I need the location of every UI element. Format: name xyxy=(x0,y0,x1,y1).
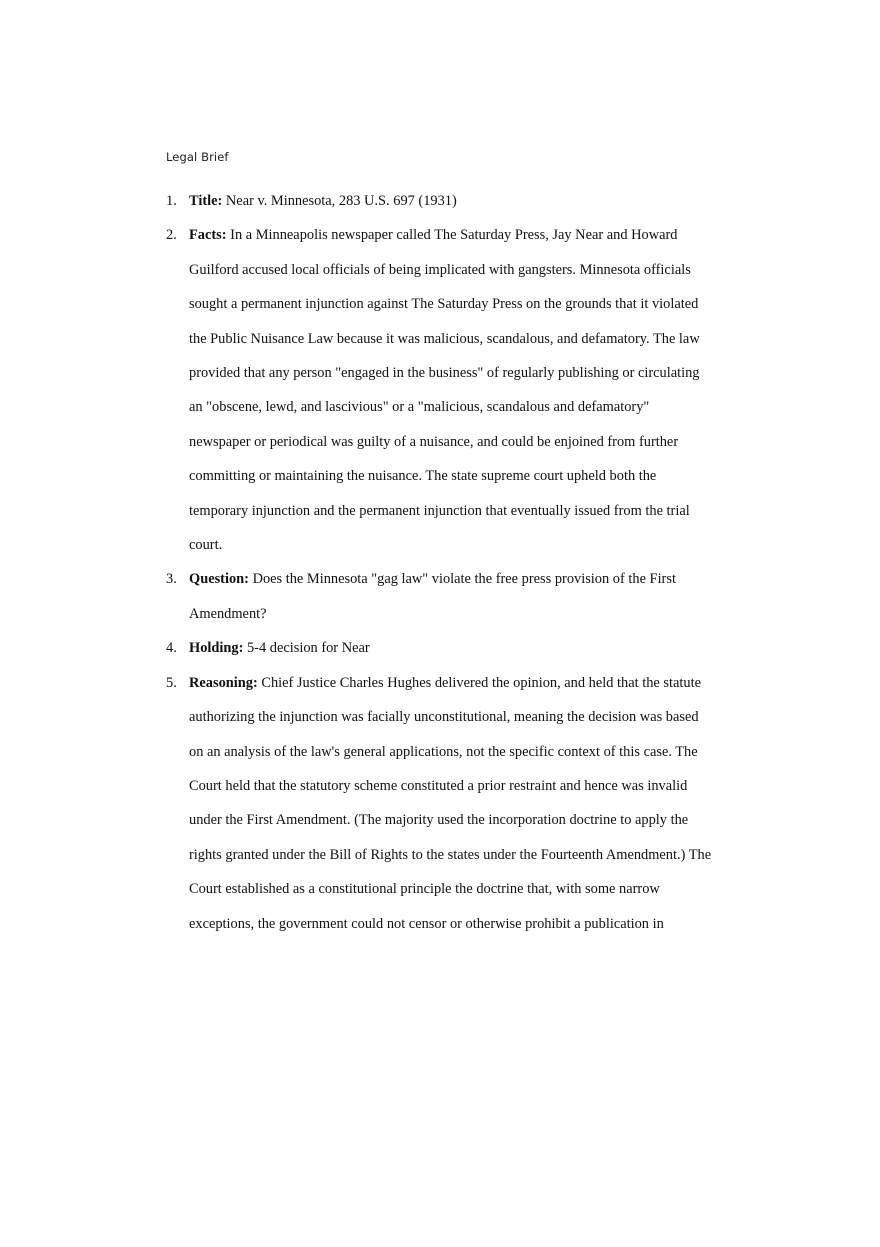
item-line: committing or maintaining the nuisance. The state supreme court upheld both the xyxy=(189,468,657,485)
item-text: Does the Minnesota "gag law" violate the free press provision of the First xyxy=(248,571,676,588)
item-text: In a Minneapolis newspaper called The Saturday Press, Jay Near and Howard xyxy=(226,227,678,244)
item-line: an "obscene, lewd, and lascivious" or a "malicious, scandalous and defamatory" xyxy=(189,399,650,416)
item-line xyxy=(189,666,746,700)
item-line: under the First Amendment. (The majority used the incorporation doctrine to apply the xyxy=(189,812,689,829)
item-line: provided that any person "engaged in the business" of regularly publishing or circulating xyxy=(189,365,700,382)
item-text: Near v. Minnesota, 283 U.S. 697 (1931) xyxy=(222,193,457,209)
brief-item-title xyxy=(166,184,746,218)
item-label: Facts: xyxy=(189,227,227,244)
brief-item-holding xyxy=(166,631,746,665)
item-line xyxy=(189,184,746,218)
item-line: rights granted under the Bill of Rights to the states under the Fourteenth Amendment.) The xyxy=(189,846,712,863)
item-number: 4. xyxy=(166,640,177,657)
item-text: Chief Justice Charles Hughes delivered the opinion, and held that the statute xyxy=(257,674,701,691)
item-line: sought a permanent injunction against The Saturday Press on the grounds that it violated xyxy=(189,296,699,313)
item-label: Holding: xyxy=(189,640,244,657)
item-line: Amendment? xyxy=(189,605,267,622)
brief-item-question xyxy=(166,562,746,631)
item-line: newspaper or periodical was guilty of a nuisance, and could be enjoined from further xyxy=(189,433,679,450)
item-line: authorizing the injunction was facially unconstitutional, meaning the decision was based xyxy=(189,709,699,726)
item-number: 3. xyxy=(166,571,177,588)
item-label: Question: xyxy=(189,571,249,588)
item-line: exceptions, the government could not censor or otherwise prohibit a publication in xyxy=(189,915,664,932)
item-line xyxy=(189,631,746,665)
item-line: Court established as a constitutional principle the doctrine that, with some narrow xyxy=(189,881,660,898)
item-line: the Public Nuisance Law because it was malicious, scandalous, and defamatory. The law xyxy=(189,330,700,347)
item-text: 5-4 decision for Near xyxy=(243,640,370,657)
item-label: Title: xyxy=(189,193,223,209)
item-line: Guilford accused local officials of being implicated with gangsters. Minnesota officials xyxy=(189,261,691,278)
item-line xyxy=(189,562,746,596)
item-line: on an analysis of the law's general applications, not the specific context of this case. The xyxy=(189,743,698,760)
item-line xyxy=(189,218,746,252)
item-line: court. xyxy=(189,537,223,554)
item-label: Reasoning: xyxy=(189,674,258,691)
item-line: Court held that the statutory scheme constituted a prior restraint and hence was invalid xyxy=(189,777,688,794)
item-number: 1. xyxy=(166,193,177,209)
item-number: 5. xyxy=(166,674,177,691)
brief-list xyxy=(166,184,746,941)
brief-item-reasoning xyxy=(166,666,746,941)
brief-item-facts xyxy=(166,218,746,562)
item-number: 2. xyxy=(166,227,177,244)
item-line: temporary injunction and the permanent injunction that eventually issued from the trial xyxy=(189,502,690,519)
document-header: Legal Brief xyxy=(166,150,229,164)
